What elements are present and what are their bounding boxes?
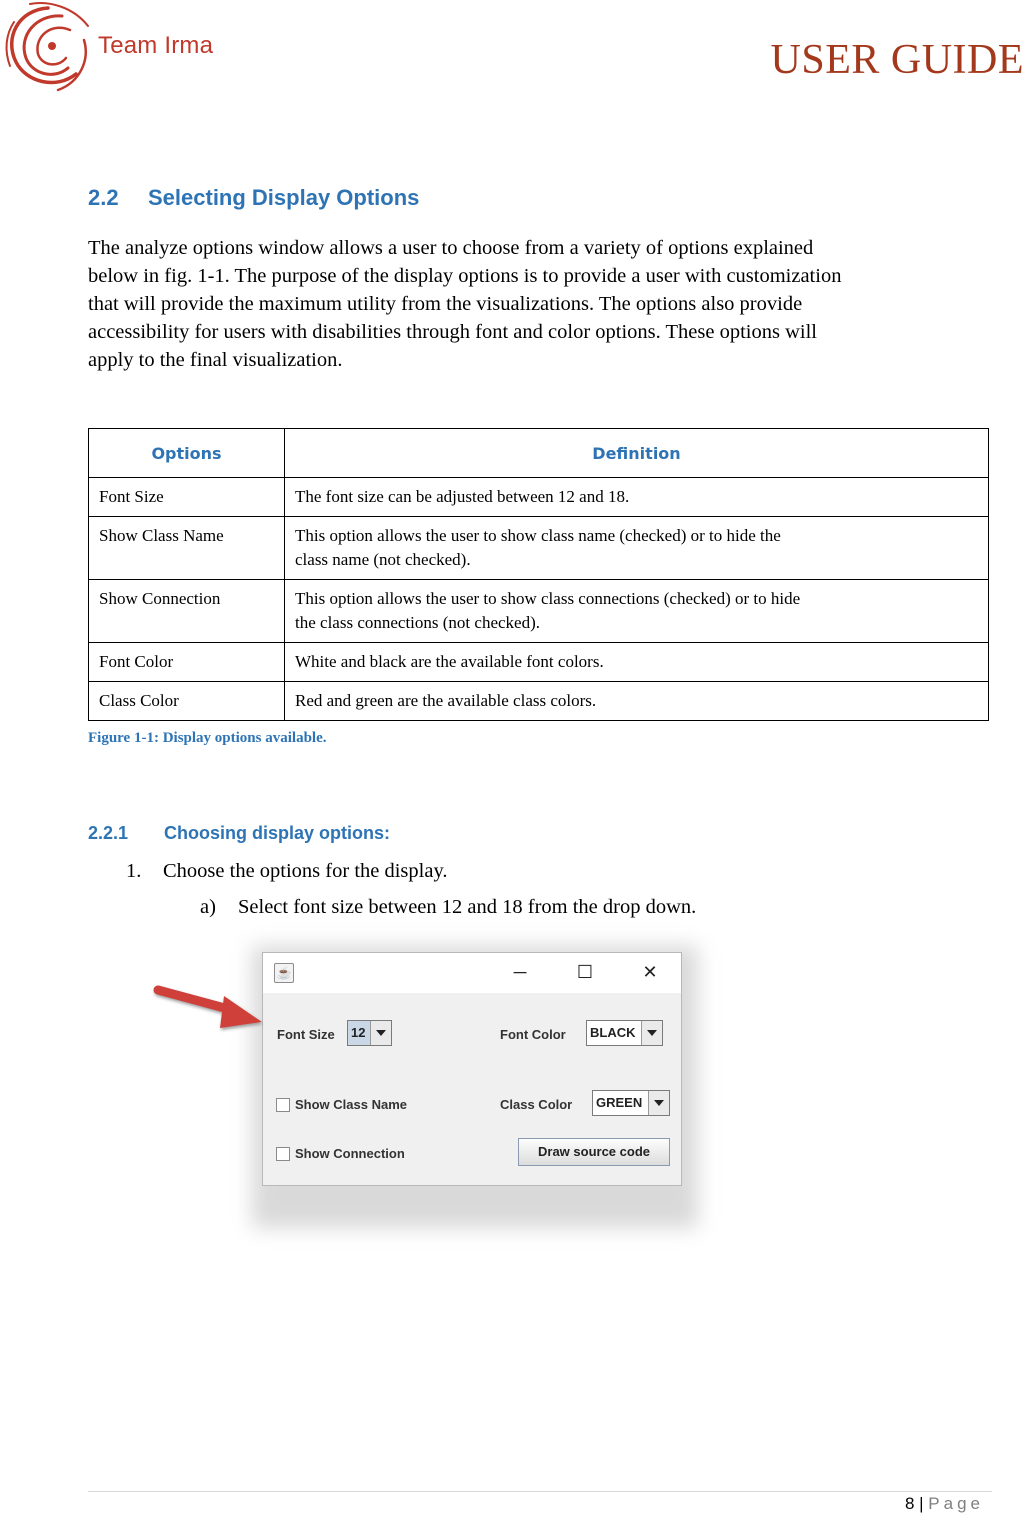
- step-text: Select font size between 12 and 18 from the drop down.: [238, 896, 697, 918]
- show-class-name-label: Show Class Name: [295, 1097, 407, 1112]
- close-button[interactable]: ✕: [642, 962, 658, 982]
- java-icon: ☕: [274, 963, 294, 983]
- chevron-down-icon: [648, 1091, 669, 1115]
- option-name: Class Color: [89, 682, 285, 721]
- minimize-button[interactable]: ─: [513, 962, 527, 982]
- paragraph-line: accessibility for users with disabilities through font and color options. These options will: [88, 321, 817, 343]
- table-row: [89, 478, 989, 517]
- option-name: Show Class Name: [89, 517, 285, 580]
- definition-line: the class connections (not checked).: [295, 613, 540, 632]
- definition-line: This option allows the user to show class connections (checked) or to hide: [295, 589, 801, 608]
- logo-text: Team Irma: [98, 32, 214, 59]
- subsection-heading: [88, 823, 390, 844]
- table-row: [89, 682, 989, 721]
- font-color-label: Font Color: [500, 1027, 566, 1042]
- class-color-value: GREEN: [596, 1095, 643, 1110]
- step-number: 1.: [126, 860, 142, 882]
- subsection-title: Choosing display options:: [164, 823, 390, 843]
- option-definition: [285, 517, 989, 580]
- page-word: Page: [928, 1494, 984, 1513]
- table-row: [89, 517, 989, 580]
- paragraph-line: The analyze options window allows a user to choose from a variety of options explained: [88, 237, 814, 259]
- step-a: [200, 896, 696, 919]
- option-definition: [285, 580, 989, 643]
- step-text: Choose the options for the display.: [163, 860, 448, 882]
- definition-line: class name (not checked).: [295, 550, 471, 569]
- table-header-row: [89, 429, 989, 478]
- show-connection-checkbox[interactable]: [276, 1147, 290, 1161]
- document-title: USER GUIDE: [770, 37, 1024, 83]
- paragraph-line: apply to the final visualization.: [88, 349, 343, 371]
- option-name: Font Size: [89, 478, 285, 517]
- font-color-value: BLACK: [590, 1025, 636, 1040]
- footer-separator: |: [919, 1494, 924, 1513]
- option-definition: White and black are the available font colors.: [285, 643, 989, 682]
- font-color-dropdown[interactable]: [586, 1020, 663, 1046]
- display-options-window: [262, 952, 682, 1186]
- section-title: Selecting Display Options: [148, 185, 420, 210]
- header-options: Options: [89, 429, 285, 478]
- page-footer: [905, 1494, 984, 1514]
- paragraph-line: below in fig. 1-1. The purpose of the display options is to provide a user with customization: [88, 265, 842, 287]
- option-definition: The font size can be adjusted between 12 and 18.: [285, 478, 989, 517]
- paragraph-line: that will provide the maximum utility from the visualizations. The options also provide: [88, 293, 803, 315]
- font-size-dropdown[interactable]: [347, 1020, 392, 1046]
- page-number: 8: [904, 1494, 915, 1513]
- display-options-table: [88, 428, 989, 721]
- font-size-label: Font Size: [277, 1027, 335, 1042]
- show-connection-label: Show Connection: [295, 1146, 405, 1161]
- step-letter: a): [200, 896, 216, 918]
- figure-caption: Figure 1-1: Display options available.: [88, 730, 327, 746]
- intro-paragraph: [88, 234, 998, 374]
- footer-divider: [88, 1491, 992, 1492]
- table-row: [89, 580, 989, 643]
- header-definition: Definition: [285, 429, 989, 478]
- option-name: Font Color: [89, 643, 285, 682]
- section-heading: [88, 185, 419, 211]
- chevron-down-icon: [641, 1021, 662, 1045]
- window-titlebar: [263, 953, 681, 993]
- section-number: 2.2: [88, 185, 119, 210]
- table-row: [89, 643, 989, 682]
- draw-source-code-button[interactable]: Draw source code: [518, 1138, 670, 1166]
- option-name: Show Connection: [89, 580, 285, 643]
- show-class-name-checkbox[interactable]: [276, 1098, 290, 1112]
- definition-line: This option allows the user to show class name (checked) or to hide the: [295, 526, 781, 545]
- option-definition: Red and green are the available class colors.: [285, 682, 989, 721]
- class-color-dropdown[interactable]: [592, 1090, 670, 1116]
- maximize-button[interactable]: ☐: [576, 962, 594, 982]
- step-1: [126, 860, 448, 883]
- chevron-down-icon: [370, 1021, 391, 1045]
- class-color-label: Class Color: [500, 1097, 573, 1112]
- pointer-arrow-icon: [150, 978, 268, 1040]
- font-size-value: 12: [351, 1025, 366, 1040]
- subsection-number: 2.2.1: [88, 823, 129, 843]
